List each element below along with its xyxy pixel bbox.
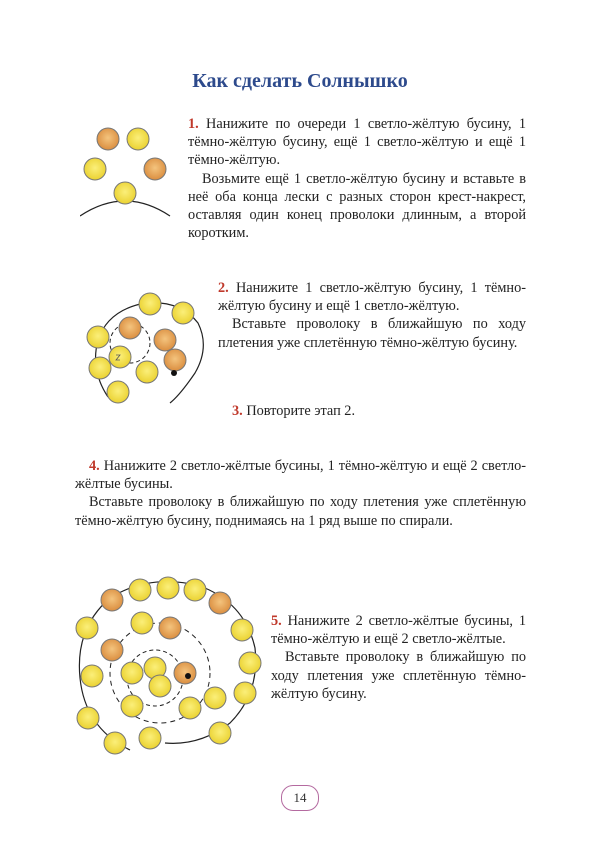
step4-number: 4. bbox=[89, 458, 100, 474]
step3-text: Повторите этап 2. bbox=[246, 403, 356, 419]
step2-illustration bbox=[80, 285, 215, 415]
step5-text2: Вставьте проволоку в ближайшую по ходу плетения уже сплетённую тёмно-жёлтую бусину. bbox=[271, 649, 526, 702]
step4-text2: Вставьте проволоку в ближайшую по ходу плетения уже сплетённую тёмно-жёлтую бусину, поднимаясь на 1 ряд выше по спирали. bbox=[75, 494, 526, 529]
step4-block bbox=[75, 457, 526, 530]
step2-number: 2. bbox=[218, 280, 229, 296]
step3-block bbox=[218, 402, 526, 420]
step1-text2: Возьмите ещё 1 светло-жёлтую бусину и вставьте в неё оба конца лески с разных сторон крест-накрест, оставляя один конец проволоки длинным, а второй коротким. bbox=[188, 170, 526, 242]
step5-number: 5. bbox=[271, 613, 282, 629]
step2-text2: Вставьте проволоку в ближайшую по ходу плетения уже сплетённую тёмно-жёлтую бусину. bbox=[218, 316, 526, 351]
step4-text: Нанижите 2 светло-жёлтые бусины, 1 тёмно-жёлтую и ещё 2 светло-жёлтые бусины. bbox=[75, 458, 527, 493]
step1-number: 1. bbox=[188, 116, 199, 132]
step5-block bbox=[271, 612, 526, 703]
page-title: Как сделать Солнышко bbox=[192, 70, 408, 92]
step1-illustration bbox=[80, 120, 180, 220]
step2-text: Нанижите 1 светло-жёлтую бусину, 1 тёмно-жёлтую бусину и ещё 1 светло-жёлтую. bbox=[218, 280, 526, 315]
step2-block bbox=[218, 279, 526, 352]
page-number: 14 bbox=[281, 785, 319, 811]
step3-number: 3. bbox=[232, 403, 243, 419]
step1-block bbox=[188, 115, 526, 242]
step1-text: Нанижите по очереди 1 светло-жёлтую бусину, 1 тёмно-жёлтую бусину, ещё 1 светло-жёлтую и ещё 1 тёмно-жёлтую. bbox=[188, 116, 526, 169]
step5-illustration bbox=[70, 568, 270, 758]
step5-text: Нанижите 2 светло-жёлтые бусины, 1 тёмно-жёлтую и ещё 2 светло-жёлтые. bbox=[271, 613, 527, 648]
